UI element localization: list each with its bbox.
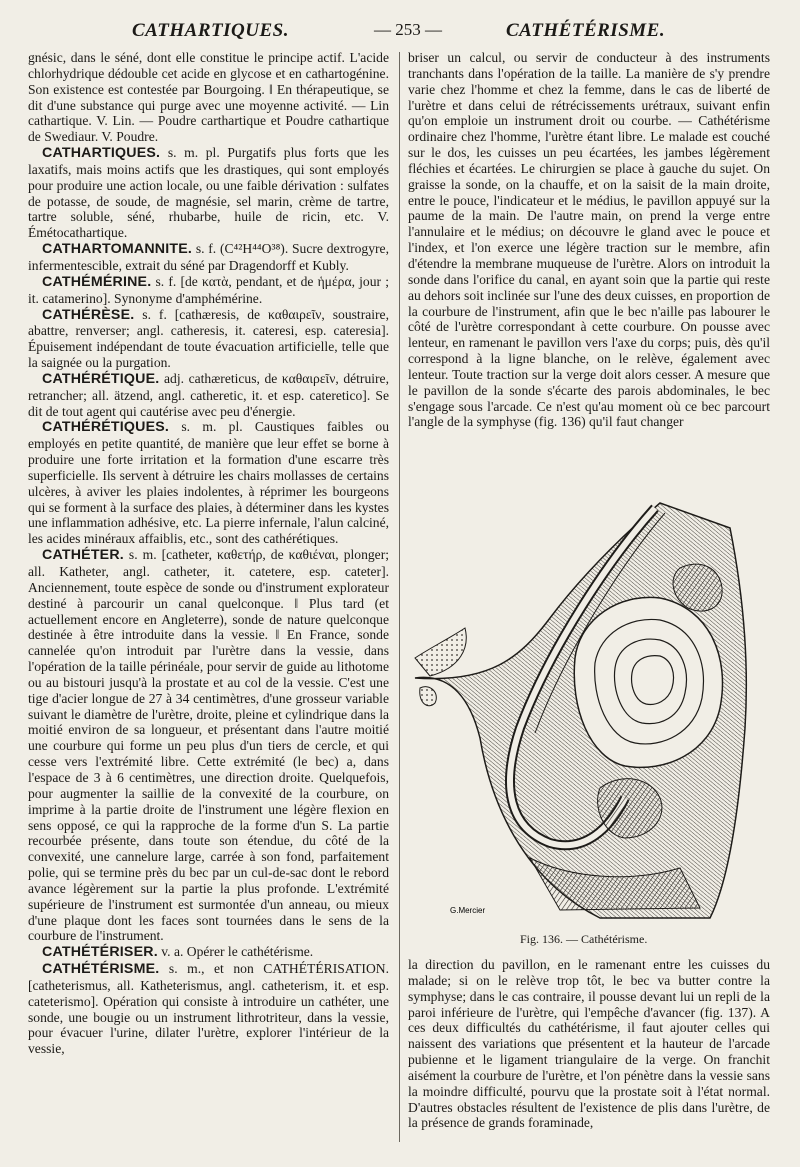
entry-headword: CATHÉRÉTIQUES. (42, 419, 170, 436)
page-number: — 253 — (374, 20, 442, 39)
running-head-right: CATHÉTÉRISME. (506, 20, 666, 41)
figure-cathetérisme (410, 498, 772, 930)
entry-text: s. m. [catheter, καθετήρ, de καθιέναι, plonger; all. Katheter, angl. catheter, it. catetere, esp. cateter]. Anciennement, toute espèce de sonde ou d'instrument explorateur destiné à parcourir un canal quelconque. ‖ Plus tard (et actuellement encore en Angleterre), sonde de nature quelconque destinée à être introduite dans la vessie. ‖ En France, sonde cannelée qu'on introduit par l'urètre dans la vessie, dans l'opération de la taille périnéale, pour servir de guide au lithotome ou au bistouri jusqu'à la prostate et au col de la vessie. C'est une tige d'acier longue de 27 à 34 centimètres, d'une grosseur variable suivant le diamètre de l'urètre, droite, pleine et cylindrique dans la moitié environ de sa longueur, et présentant dans l'autre moitié une courbure qui forme un peu plus d'un tiers de cercle, et qui cesse vers l'extrémité libre. Cette extrémité (le bec) a, dans l'espace de 3 à 6 centimètres, une direction droite. Quelquefois, pour augmenter la saillie de la convexité de la courbure, on imprime à la partie droite de l'instrument une légère flexion en sens opposé, ce qui la rapproche de la forme d'un S. La partie recourbée présente, dans toute son étendue, du côté de la convexité, une cannelure large, carrée à son fond, parfaitement polie, qui se termine près du bec par un cul-de-sac dont le rebord avance légèrement sur la partie la plus profonde. L'extrémité supérieure de l'instrument est surmontée d'un anneau, ou mieux d'une plaque dont les faces sont tournées dans le sens de la courbure de l'instrument. (28, 547, 389, 944)
column-divider (399, 52, 400, 1142)
paragraph: la direction du pavillon, en le ramenant entre les cuisses du malade; si on le relève trop tôt, le bec va butter contre la symphyse; dans le cas contraire, il pousse devant lui un repli de la paroi inférieure de l'urètre, qui l'empêche d'avancer (fig. 137). A ces deux difficultés du cathétérisme, il faut ajouter celles qui naissent des variations que présentent et la hauteur de l'arcade pubienne et le ligament triangulaire de la verge. On franchit aisément la courbure de l'urètre, et l'on pénètre dans la vessie sans la moindre difficulté, pourvu que la prostate soit à l'état normal. D'autres obstacles résultent de l'existence de plis dans l'urètre, de la présence de grands foraminade, (408, 957, 770, 1131)
entry-text: s. f. [cathæresis, de καθαιρεῖν, soustraire, abattre, renverser; angl. catheresis, it. cateresi, esp. cateresia]. Épuisement indépendant de toute évacuation artificielle, telle que la saignée ou la purgation. (28, 306, 389, 371)
entry-text: gnésic, dans le séné, dont elle constitue le principe actif. L'acide chlorhydrique dédouble cet acide en glycose et en cathartogénine. Son existence est contestée par Bourgoing. ‖ En thérapeutique, se dit d'une substance qui purge avec une moyenne activité. — Lin cathartique. V. Lin. — Poudre carthartique et Poudre cathartique de Swediaur. V. Poudre. (28, 50, 389, 145)
entry-headword: CATHÉRÈSE. (42, 306, 135, 323)
entry-headword: CATHARTOMANNITE. (42, 241, 193, 258)
engraver-signature: G.Mercier (450, 906, 486, 915)
entry-text: s. m., et non CATHÉTÉRISATION. [catheterismus, all. Katheterismus, angl. catheterism, it. et esp. cateterismo]. Opération qui consiste à introduire un cathéter, une sonde, une bougie ou un instrument lithrotriteur, dans la vessie, pour évacuer l'urine, dilater l'urètre, explorer l'intérieur de la vessie, (28, 961, 389, 1057)
dictionary-entry (28, 50, 389, 145)
dictionary-entry (28, 145, 389, 241)
dictionary-entry (28, 547, 389, 944)
entry-headword: CATHÉMÉRINE. (42, 273, 152, 290)
entry-text: s. f. (C⁴²H⁴⁴O³⁸). Sucre dextrogyre, infermentescible, extrait du séné par Dragendorff et Kubly. (28, 241, 389, 273)
dictionary-entry (28, 274, 389, 307)
paragraph: briser un calcul, ou servir de conducteur à des instruments tranchants dans l'opération de la taille. La manière de s'y prendre varie chez l'homme et chez la femme, dans le cas de liberté de l'urètre et dans celui de rétrécissements urétraux, suivant enfin qu'on emploie un instrument droit ou courbe. — Cathétérisme ordinaire chez l'homme, l'urètre étant libre. Le malade est couché sur le dos, les cuisses un peu écartées, les jambes légèrement fléchies et écartées. Le chirurgien se place à gauche du sujet. On graisse la sonde, on la chauffe, et on la saisit de la main droite, entre le pouce, l'indicateur et le médius, le pavillon appuyé sur la paume de la main. De l'autre main, on prend la verge entre l'annulaire et le médius; on découvre le gland avec le pouce et l'index, et l'on exerce une légère traction sur le membre, afin d'étendre la membrane muqueuse de l'urètre. Alors on introduit la sonde dans l'orifice du canal, en ayant soin que la partie qui reste au dehors soit inclinée sur l'une des deux cuisses, en proportion de la courbure de l'instrument, afin que le bec n'aille pas labourer le côté de l'urètre correspondant à cette courbure. On pousse avec lenteur, en ramenant le pavillon vers l'axe du corps; puis, dès qu'il correspond à la ligne blanche, on le relève, également avec lenteur. Toute traction sur la verge doit alors cesser. A mesure que le pavillon de la sonde s'écarte des parois abdominales, le bec s'engage sous l'arcade. Ce n'est qu'au moment où ce bec parcourt l'angle de la symphyse (fig. 136) qu'il faut changer (408, 50, 770, 430)
entry-headword: CATHARTIQUES. (42, 145, 161, 162)
entry-headword: CATHÉTER. (42, 547, 124, 564)
page-header (22, 18, 778, 44)
right-column-bottom (408, 957, 770, 1157)
entry-text: v. a. Opérer le cathétérisme. (157, 944, 314, 960)
running-head-left: CATHARTIQUES. (132, 20, 289, 41)
dictionary-entry (28, 371, 389, 420)
right-column-top (408, 50, 770, 490)
entry-text: adj. cathæreticus, de καθαιρεῖν, détruire, retrancher; all. ätzend, angl. catheretic, it. et esp. cateretico]. Se dit de tout agent qui cautérise avec peu d'énergie. (28, 370, 389, 419)
dictionary-entry (28, 307, 389, 371)
left-column (28, 50, 389, 1150)
dictionary-entry (28, 419, 389, 547)
dictionary-entry (28, 944, 389, 961)
dictionary-entry (28, 961, 389, 1057)
entry-headword: CATHÉRÉTIQUE. (42, 370, 160, 387)
entry-text: s. m. pl. Purgatifs plus forts que les laxatifs, mais moins actifs que les drastiques, qui sont employés pour produire une action locale, ou une faible dérivation : sulfates de potasse, de soude, de magnésie, sel marin, crème de tartre, tartre soluble, séné, rhubarbe, huile de ricin, etc. V. Émétocathartique. (28, 145, 389, 241)
anatomical-engraving-icon (410, 498, 772, 930)
entry-text: s. f. [de κατὰ, pendant, et de ἡμέρα, jour ; it. catamerino]. Synonyme d'amphémérine. (28, 273, 389, 306)
figure-caption: Fig. 136. — Cathétérisme. (520, 932, 648, 946)
dictionary-entry (28, 241, 389, 274)
entry-headword: CATHÉTÉRISER. (42, 944, 158, 961)
entry-headword: CATHÉTÉRISME. (42, 961, 160, 978)
entry-text: s. m. pl. Caustiques faibles ou employés en petite quantité, de manière que leur effet se borne à produire une forte irritation et la formation d'une escarre très superficielle. Ils servent à détruire les chairs mollasses de certains ulcères, à aviver les plaies indolentes, à réprimer les bourgeons qui se forment à la surface des plaies, à déterminer dans les kystes une inflammation adhésive, etc. La pierre infernale, l'alun calciné, les acides minéraux affaiblis, etc., sont des cathérétiques. (28, 419, 389, 547)
